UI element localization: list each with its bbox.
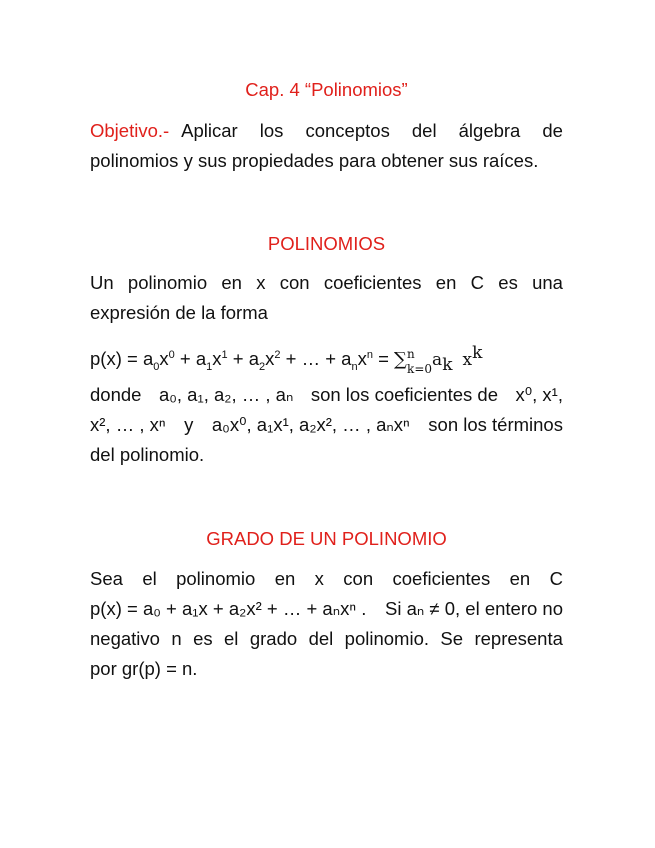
grado-line-2: p(x) = a₀ + a₁x + a₂x² + … + aₙxⁿ . Si aₙ ≠ 0, el entero no: [90, 598, 563, 619]
grado-line-1: [90, 564, 563, 594]
word: el: [224, 628, 239, 649]
word: polinomio.: [344, 628, 429, 649]
word: x: [256, 272, 266, 293]
word: n: [171, 628, 182, 649]
word: el: [142, 568, 157, 589]
objective-text-1: [181, 116, 563, 146]
word: Sea: [90, 568, 123, 589]
word: conceptos: [305, 120, 390, 141]
word: coeficientes: [323, 272, 422, 293]
word: grado: [249, 628, 298, 649]
word: C: [470, 272, 485, 293]
word: una: [532, 272, 563, 293]
objective-block: [90, 116, 563, 176]
word: en: [274, 568, 296, 589]
definition-line-1: [90, 268, 563, 298]
word: con: [279, 272, 310, 293]
terms-block: [90, 380, 563, 470]
grado-block: [90, 564, 563, 684]
grado-line-3: [90, 624, 563, 654]
terms-line: x², … , xⁿ y a₀x⁰, a₁x¹, a₂x², … , aₙxⁿ son los términos: [90, 414, 563, 435]
word: C: [549, 568, 563, 589]
objective-line-2: polinomios y sus propiedades para obtener sus raíces.: [90, 150, 539, 171]
objective-line-1: [90, 116, 563, 146]
word: con: [343, 568, 374, 589]
definition-block: [90, 268, 563, 328]
definition-line-2: expresión de la forma: [90, 302, 268, 323]
donde-line: donde a₀, a₁, a₂, … , aₙ son los coeficientes de x⁰, x¹,: [90, 384, 563, 405]
word: álgebra: [458, 120, 521, 141]
word: en: [435, 272, 457, 293]
word: polinomio: [127, 272, 208, 293]
word: coeficientes: [392, 568, 491, 589]
word: Aplicar: [181, 120, 238, 141]
word: en: [509, 568, 531, 589]
summation-symbol: ∑ n k=0: [394, 347, 433, 377]
polynomial-formula: $p(x) = a_0x^0 + a_1x^1 + a_2x^2$ + … + $a_nx^n$ = ∑ n k=0 $a_k$ $x^k$: [90, 343, 483, 377]
word: los: [259, 120, 284, 141]
word: representa: [474, 628, 563, 649]
word: en: [221, 272, 242, 293]
word: es: [193, 628, 213, 649]
word: x: [314, 568, 324, 589]
section-heading-polinomios: POLINOMIOS: [267, 233, 386, 254]
word: del: [411, 120, 437, 141]
chapter-title: Cap. 4 “Polinomios”: [245, 79, 408, 100]
word: es: [498, 272, 518, 293]
grado-line-4: por gr(p) = n.: [90, 658, 198, 679]
word: negativo: [90, 628, 160, 649]
word: Se: [440, 628, 464, 649]
terms-line-end: del polinomio.: [90, 444, 205, 465]
word: Un: [90, 272, 114, 293]
word: del: [308, 628, 334, 649]
objective-label: Objetivo.-: [90, 120, 170, 141]
section-heading-grado: GRADO DE UN POLINOMIO: [206, 528, 447, 549]
word: de: [542, 120, 563, 141]
word: polinomio: [176, 568, 256, 589]
